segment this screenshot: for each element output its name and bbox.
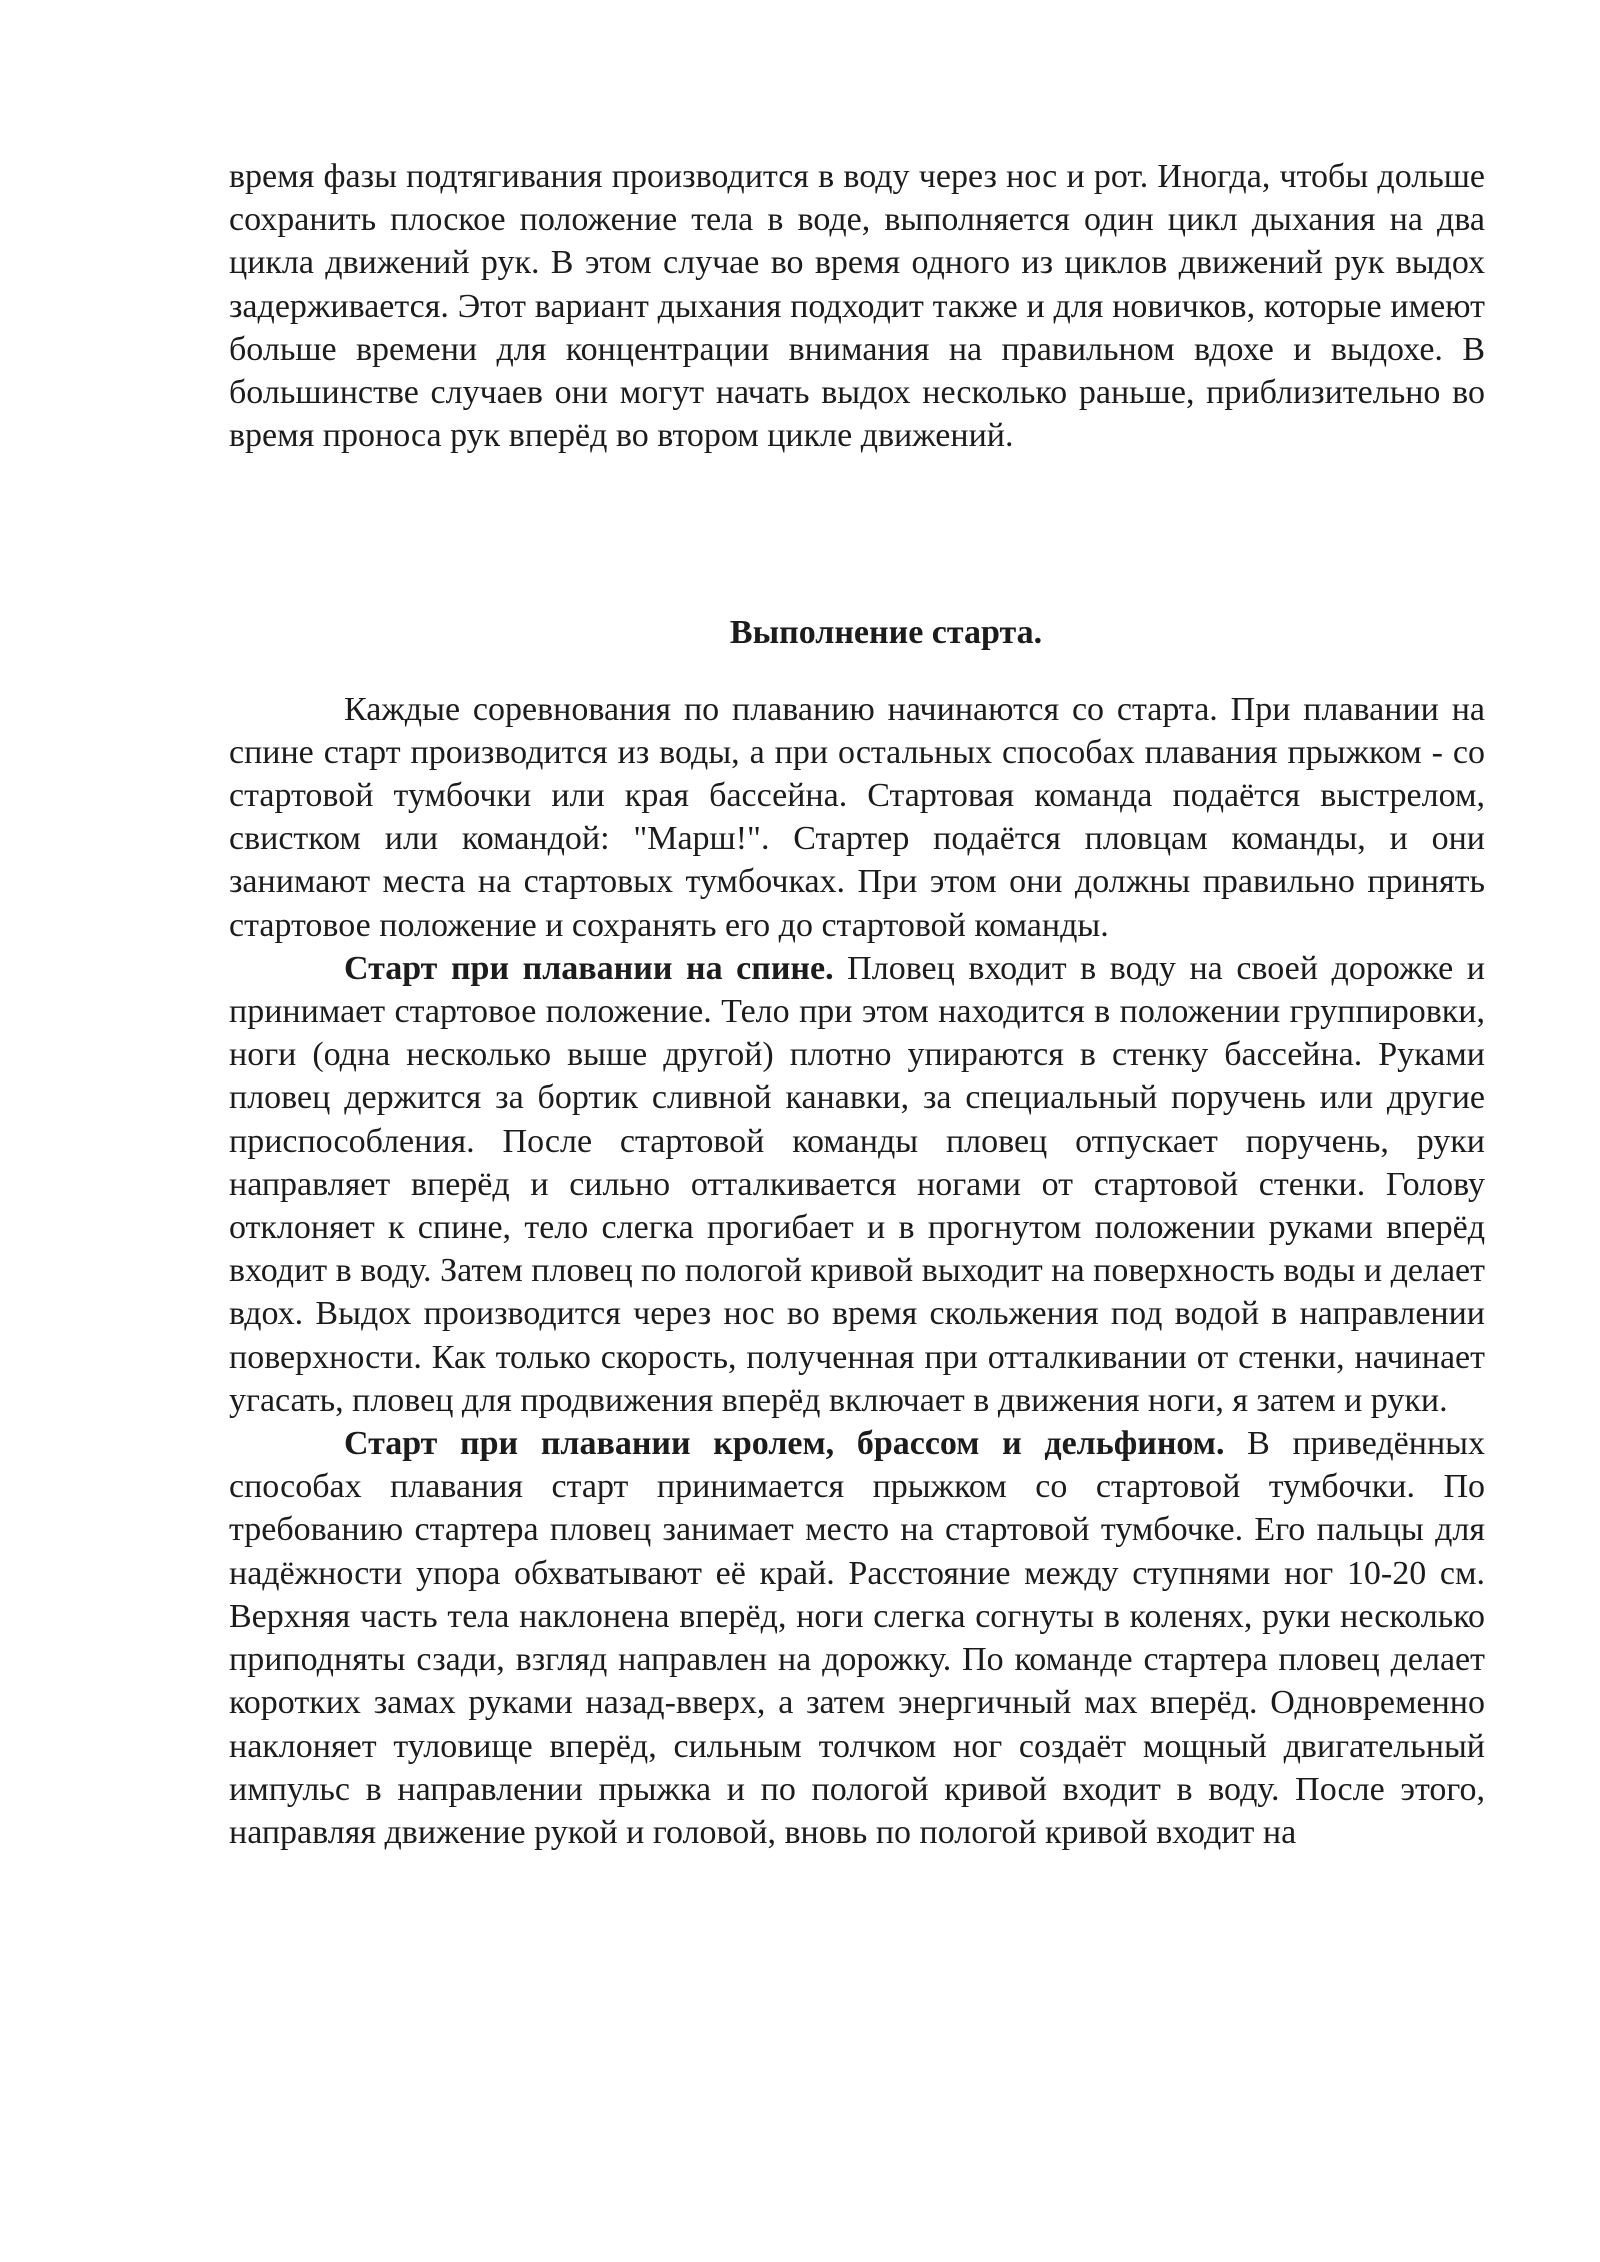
backstroke-paragraph: [229, 947, 1485, 1422]
intro-paragraph: время фазы подтягивания производится в воду через нос и рот. Иногда, чтобы дольше сохранить плоское положение тела в воде, выполняется один цикл дыхания на два цикла движений рук. В этом случае во время одного из циклов движений рук выдох задерживается. Этот вариант дыхания подходит также и для новичков, которые имеют больше времени для концентрации внимания на правильном вдохе и выдохе. В большинстве случаев они могут начать выдох несколько раньше, приблизительно во время проноса рук вперёд во втором цикле движений.: [229, 158, 1485, 455]
section-heading: Выполнение старта.: [729, 614, 1043, 652]
start-paragraph: Каждые соревнования по плаванию начинаются со старта. При плавании на спине старт производится из воды, а при остальных способах плавания прыжком - со стартовой тумбочки или края бассейна. Стартовая команда подаётся выстрелом, свистком или командой: "Марш!". Стартер подаётся пловцам команды, и они занимают места на стартовых тумбочках. При этом они должны правильно принять стартовое положение и сохранять его до стартовой команды.: [229, 690, 1485, 944]
crawl-lead: Старт при плавании кролем, брассом и дельфином.: [344, 1425, 1225, 1463]
backstroke-lead: Старт при плавании на спине.: [344, 949, 834, 987]
page-content: [229, 155, 1485, 1854]
backstroke-text: Пловец входит в воду на своей дорожке и принимает стартовое положение. Тело при этом находится в положении группировки, ноги (одна несколько выше другой) плотно упираются в стенку бассейна. Руками пловец держится за бортик сливной канавки, за специальный поручень или другие приспособления. После стартовой команды пловец отпускает поручень, руки направляет вперёд и сильно отталкивается ногами от стартовой стенки. Голову отклоняет к спине, тело слегка прогибает и в прогнутом положении руками вперёд входит в воду. Затем пловец по пологой кривой выходит на поверхность воды и делает вдох. Выдох производится через нос во время скольжения под водой в направлении поверхности. Как только скорость, полученная при отталкивании от стенки, начинает угасать, пловец для продвижения вперёд включает в движения ноги, я затем и руки.: [229, 949, 1485, 1419]
crawl-text: В приведённых способах плавания старт принимается прыжком со стартовой тумбочки. По требованию стартера пловец занимает место на стартовой тумбочке. Его пальцы для надёжности упора обхватывают её край. Расстояние между ступнями ног 10-20 см. Верхняя часть тела наклонена вперёд, ноги слегка согнуты в коленях, руки несколько приподняты сзади, взгляд направлен на дорожку. По команде стартера пловец делает коротких замах руками назад-вверх, а затем энергичный мах вперёд. Одновременно наклоняет туловище вперёд, сильным толчком ног создаёт мощный двигательный импульс в направлении прыжка и по пологой кривой входит в воду. После этого, направляя движение рукой и головой, вновь по пологой кривой входит на: [229, 1425, 1485, 1851]
crawl-paragraph: [229, 1422, 1485, 1854]
